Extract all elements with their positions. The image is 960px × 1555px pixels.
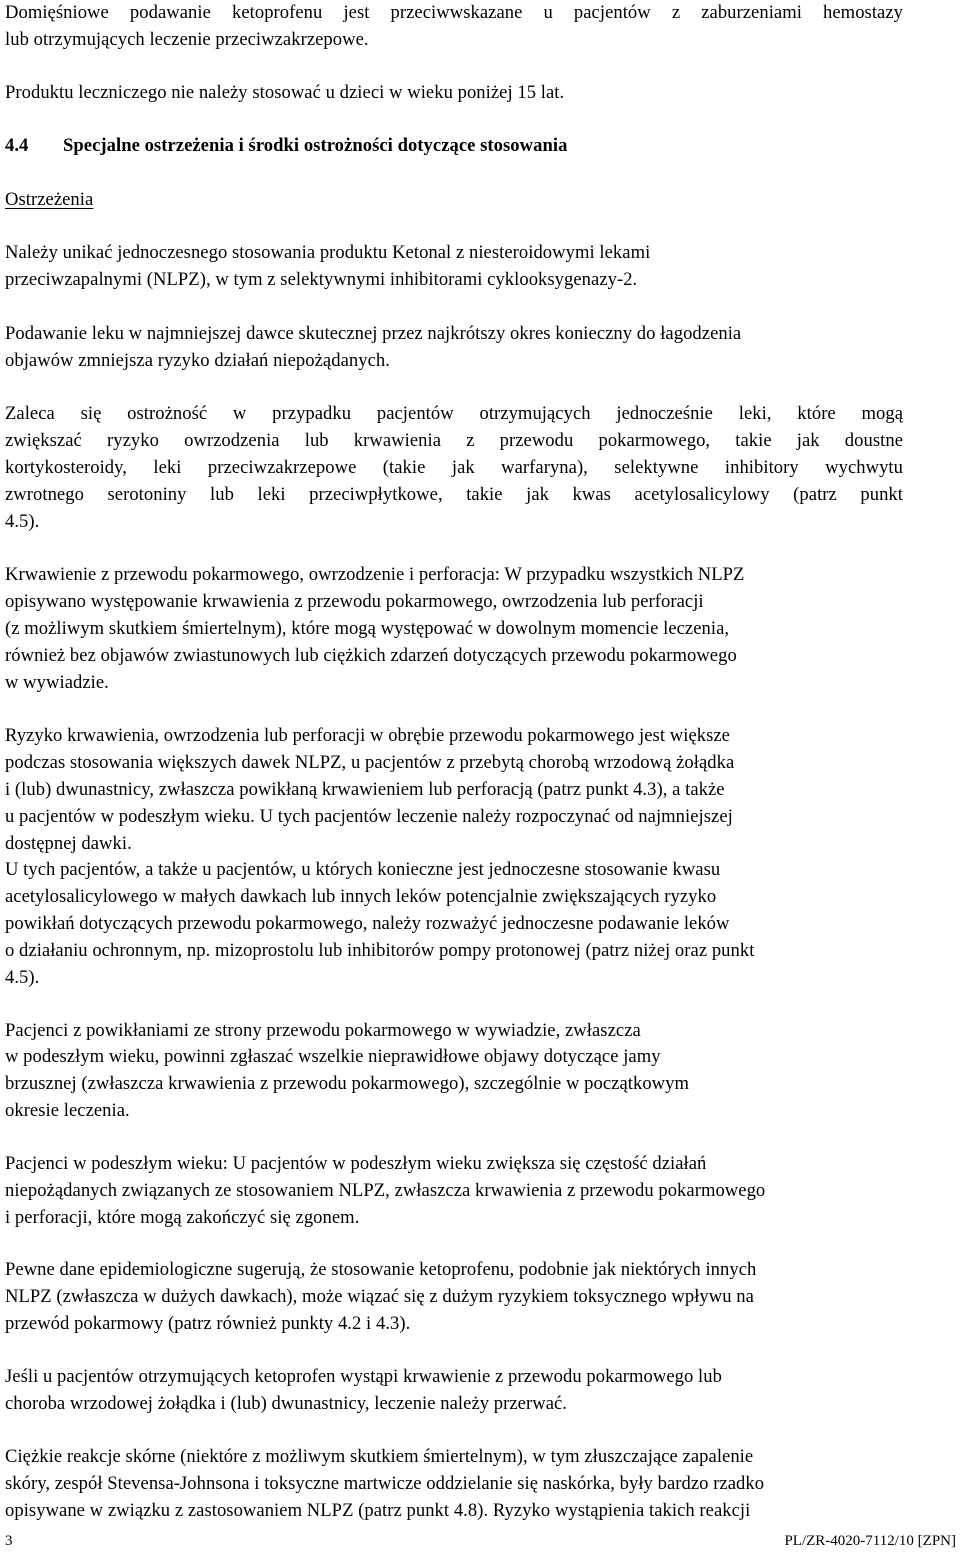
text-line: również bez objawów zwiastunowych lub ciężkich zdarzeń dotyczących przewodu pokarmowego bbox=[5, 645, 737, 666]
text-line: przewód pokarmowy (patrz również punkty 4.2 i 4.3). bbox=[5, 1313, 411, 1334]
text-line: opisywane w związku z zastosowaniem NLPZ (patrz punkt 4.8). Ryzyko wystąpienia takich reakcji bbox=[5, 1500, 751, 1521]
text-line: u pacjentów w podeszłym wieku. U tych pacjentów leczenie należy rozpoczynać od najmniejszej bbox=[5, 806, 733, 827]
text-line: Pewne dane epidemiologiczne sugerują, że stosowanie ketoprofenu, podobnie jak niektórych innych bbox=[5, 1259, 757, 1280]
text-line: opisywano występowanie krwawienia z przewodu pokarmowego, owrzodzenia lub perforacji bbox=[5, 591, 704, 612]
text-line: przeciwzapalnymi (NLPZ), w tym z selektywnymi inhibitorami cyklooksygenazy-2. bbox=[5, 269, 638, 290]
text-line: Produktu leczniczego nie należy stosować u dzieci w wieku poniżej 15 lat. bbox=[5, 82, 565, 103]
text-line: U tych pacjentów, a także u pacjentów, u których konieczne jest jednoczesne stosowanie kwasu bbox=[5, 859, 721, 880]
text-line: Krwawienie z przewodu pokarmowego, owrzodzenie i perforacja: W przypadku wszystkich NLPZ bbox=[5, 564, 745, 585]
text-line: Jeśli u pacjentów otrzymujących ketoprofen wystąpi krwawienie z przewodu pokarmowego lub bbox=[5, 1366, 722, 1387]
text-line: acetylosalicylowego w małych dawkach lub innych leków potencjalnie zwiększających ryzyko bbox=[5, 886, 717, 907]
section-title: Specjalne ostrzeżenia i środki ostrożności dotyczące stosowania bbox=[63, 135, 568, 156]
text-line: Domięśniowe podawanie ketoprofenu jest przeciwwskazane u pacjentów z zaburzeniami hemostazy bbox=[5, 2, 903, 23]
section-number: 4.4 bbox=[5, 135, 29, 156]
text-line: w podeszłym wieku, powinni zgłaszać wszelkie nieprawidłowe objawy dotyczące jamy bbox=[5, 1046, 661, 1067]
text-line: Należy unikać jednoczesnego stosowania produktu Ketonal z niesteroidowymi lekami bbox=[5, 242, 651, 263]
text-line: choroba wrzodowej żołądka i (lub) dwunastnicy, leczenie należy przerwać. bbox=[5, 1393, 568, 1414]
text-line: w wywiadzie. bbox=[5, 672, 109, 693]
text-line: zwrotnego serotoniny lub leki przeciwpłytkowe, takie jak kwas acetylosalicylowy (patrz punkt bbox=[5, 484, 903, 505]
document-code: PL/ZR-4020-7112/10 [ZPN] bbox=[784, 1533, 956, 1549]
text-line: o działaniu ochronnym, np. mizoprostolu lub inhibitorów pompy protonowej (patrz niżej oraz punkt bbox=[5, 940, 755, 961]
text-line: 4.5). bbox=[5, 511, 40, 532]
text-line: Zaleca się ostrożność w przypadku pacjentów otrzymujących jednocześnie leki, które mogą bbox=[5, 403, 903, 424]
text-line: podczas stosowania większych dawek NLPZ, u pacjentów z przebytą chorobą wrzodową żołądka bbox=[5, 752, 735, 773]
text-line: Ciężkie reakcje skórne (niektóre z możliwym skutkiem śmiertelnym), w tym złuszczające zapalenie bbox=[5, 1446, 754, 1467]
text-line: Pacjenci z powikłaniami ze strony przewodu pokarmowego w wywiadzie, zwłaszcza bbox=[5, 1020, 641, 1041]
text-line: skóry, zespół Stevensa-Johnsona i toksyczne martwicze oddzielanie się naskórka, były bardzo rzadko bbox=[5, 1473, 765, 1494]
text-line: NLPZ (zwłaszcza w dużych dawkach), może wiązać się z dużym ryzykiem toksycznego wpływu na bbox=[5, 1286, 754, 1307]
text-line: Ryzyko krwawienia, owrzodzenia lub perforacji w obrębie przewodu pokarmowego jest większe bbox=[5, 725, 730, 746]
text-line: zwiększać ryzyko owrzodzenia lub krwawienia z przewodu pokarmowego, takie jak doustne bbox=[5, 430, 903, 451]
text-line: okresie leczenia. bbox=[5, 1100, 130, 1121]
text-line: niepożądanych związanych ze stosowaniem NLPZ, zwłaszcza krwawienia z przewodu pokarmowego bbox=[5, 1180, 766, 1201]
text-line: objawów zmniejsza ryzyko działań niepożądanych. bbox=[5, 350, 390, 371]
text-line: i perforacji, które mogą zakończyć się zgonem. bbox=[5, 1207, 360, 1228]
text-line: 4.5). bbox=[5, 967, 40, 988]
page-number: 3 bbox=[5, 1533, 13, 1549]
text-line: dostępnej dawki. bbox=[5, 833, 132, 854]
text-line: powikłań dotyczących przewodu pokarmowego, należy rozważyć jednoczesne podawanie leków bbox=[5, 913, 730, 934]
text-line: (z możliwym skutkiem śmiertelnym), które mogą występować w dowolnym momencie leczenia, bbox=[5, 618, 730, 639]
text-line: Pacjenci w podeszłym wieku: U pacjentów w podeszłym wieku zwiększa się częstość działań bbox=[5, 1153, 707, 1174]
text-line: brzusznej (zwłaszcza krwawienia z przewodu pokarmowego), szczególnie w początkowym bbox=[5, 1073, 690, 1094]
text-line: kortykosteroidy, leki przeciwzakrzepowe (takie jak warfaryna), selektywne inhibitory wychwytu bbox=[5, 457, 903, 478]
section-heading bbox=[5, 135, 567, 157]
text-line: i (lub) dwunastnicy, zwłaszcza powikłaną krwawieniem lub perforacją (patrz punkt 4.3), a także bbox=[5, 779, 725, 800]
subsection-heading: Ostrzeżenia bbox=[5, 189, 94, 210]
text-line: Podawanie leku w najmniejszej dawce skutecznej przez najkrótszy okres konieczny do łagodzenia bbox=[5, 323, 742, 344]
text-line: lub otrzymujących leczenie przeciwzakrzepowe. bbox=[5, 29, 369, 50]
